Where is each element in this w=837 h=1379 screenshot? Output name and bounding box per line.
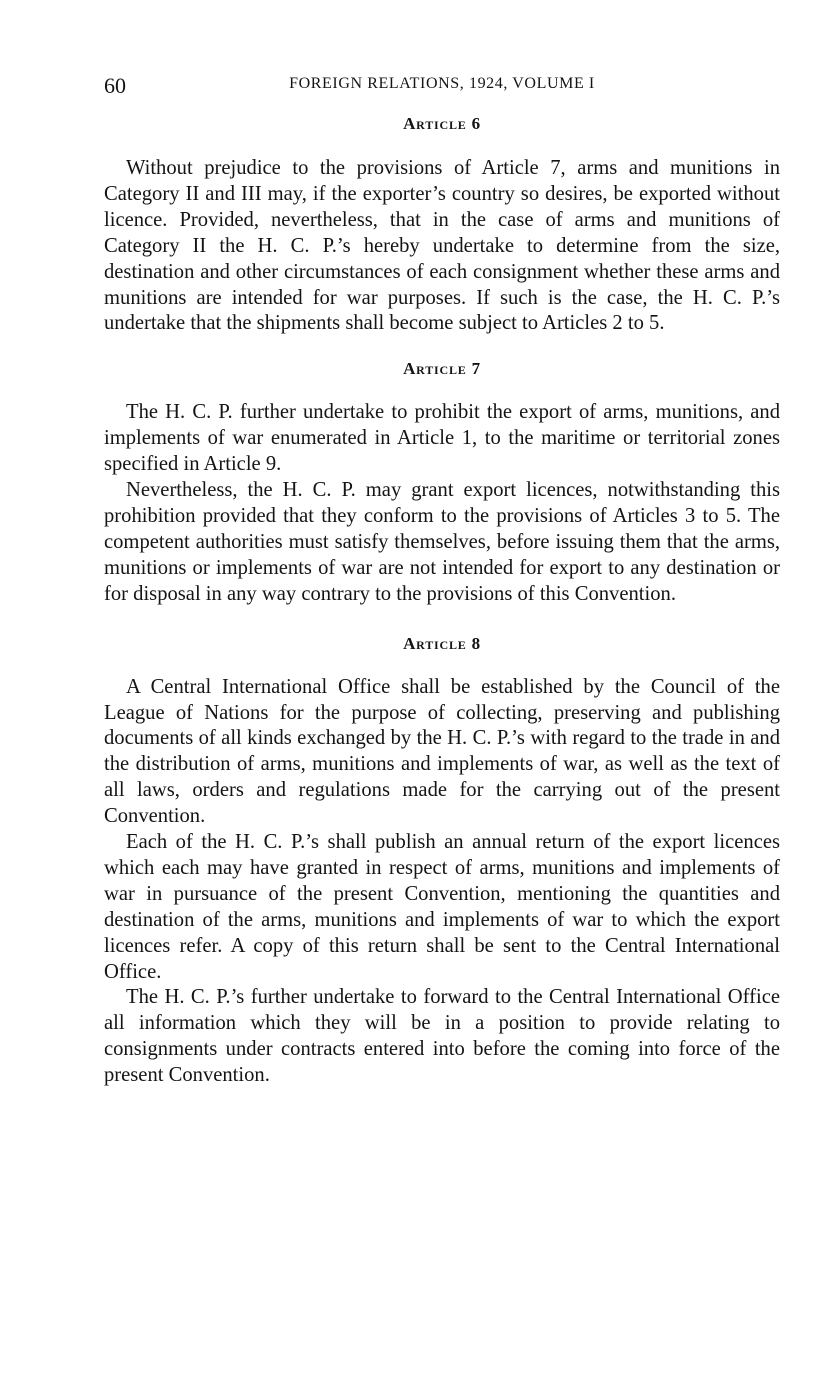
article-heading: Article 8 [403,633,481,653]
article-paragraph: The H. C. P.’s further undertake to forward to the Central International Office all information which they will be in a position to provide relating to consignments under contracts entered into before the coming into force of the present Convention. [104,986,780,1087]
running-head [104,70,780,104]
article-paragraph: Nevertheless, the H. C. P. may grant export licences, notwithstanding this prohibition provided that they conform to the provisions of Articles 3 to 5. The competent authorities must satisfy themselves, before issuing them that the arms, munitions or implements of war are not intended for export to any destination or for disposal in any way contrary to the provisions of this Convention. [104,479,780,605]
article-6 [104,114,780,337]
article-paragraph: A Central International Office shall be established by the Council of the League of Nations for the purpose of collecting, preserving and publishing documents of all kinds exchanged by the H. C. P.’s with regard to the trade in and the distribution of arms, munitions and implements of war, as well as the text of all laws, orders and regulations made for the carrying out of the present Convention. [104,675,780,828]
article-heading: Article 7 [403,359,481,379]
article-paragraph: The H. C. P. further undertake to prohibit the export of arms, munitions, and implements of war enumerated in Article 1, to the maritime or territorial zones specified in Article 9. [104,401,780,476]
article-paragraph: Without prejudice to the provisions of Article 7, arms and munitions in Category II and III may, if the exporter’s country so desires, be exported without licence. Provided, nevertheless, that in the case of arms and munitions of Category II the H. C. P.’s hereby undertake to determine from the size, destination and other circumstances of each consignment whether these arms and munitions are intended for war purposes. If such is the case, the H. C. P.’s undertake that the shipments shall become subject to Articles 2 to 5. [104,157,780,335]
running-title: FOREIGN RELATIONS, 1924, VOLUME I [289,75,595,92]
page-number: 60 [104,73,126,98]
article-7 [104,359,780,607]
article-heading: Article 6 [403,114,481,133]
article-8 [104,634,780,1090]
article-paragraph: Each of the H. C. P.’s shall publish an annual return of the export licences which each may have granted in respect of arms, munitions and implements of war in pursuance of the present Convention, mentioning the quantities and destination of the arms, munitions and implements of war to which the export licences refer. A copy of this return shall be sent to the Central International Office. [104,831,780,983]
document-page [104,70,780,1089]
